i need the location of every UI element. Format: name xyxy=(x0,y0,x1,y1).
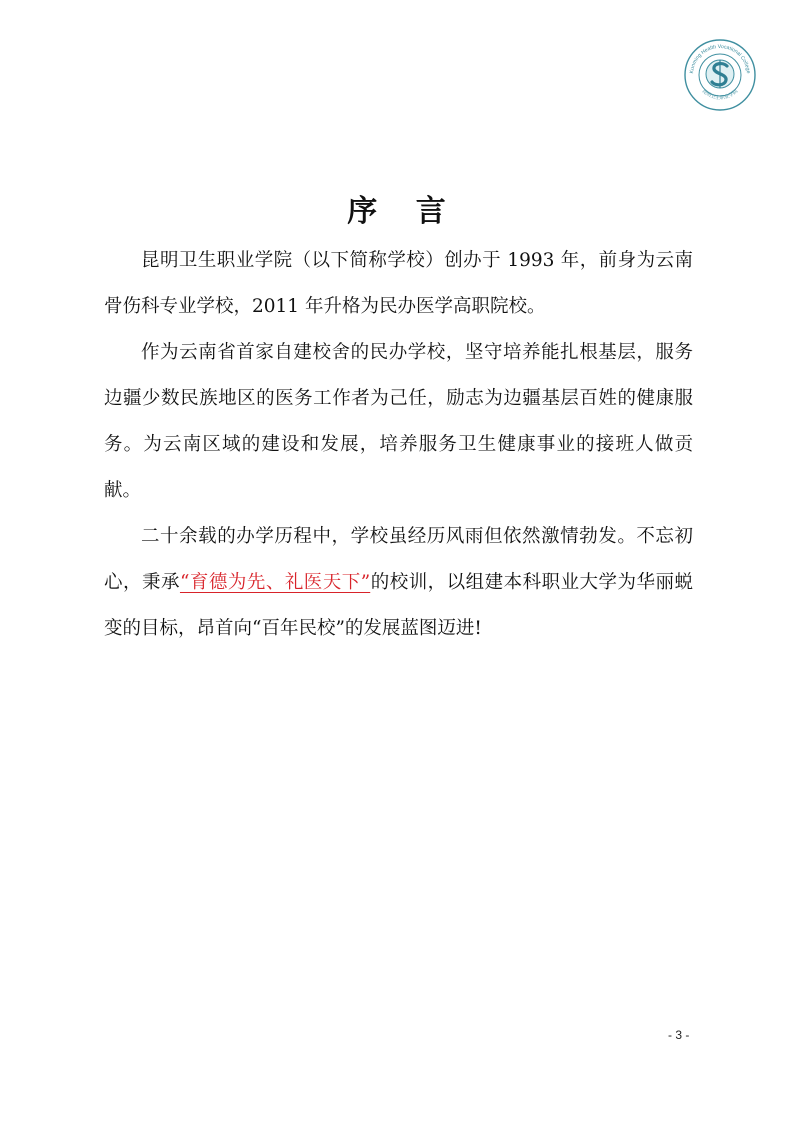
logo-bottom-text: 昆明卫生职业学院 xyxy=(700,88,740,102)
paragraph-3-lead: 二十余载的办学历程中，学校虽经历风雨但依然激情勃发。不忘初心，秉承 xyxy=(104,526,693,593)
page-number: - 3 - xyxy=(668,1028,690,1042)
college-logo xyxy=(683,38,757,112)
school-motto: “育德为先、礼医天下” xyxy=(179,572,371,593)
paragraph-3 xyxy=(104,514,693,652)
logo-ring-text: Kunming Health Vocational College xyxy=(689,43,751,74)
paragraph-3-tail: 的校训，以组建本科职业大学为华丽蜕变的目标，昂首向“百年民校”的发展蓝图迈进! xyxy=(104,572,693,639)
svg-text:昆明卫生职业学院 xyxy=(701,88,740,102)
page-title: 序 言 xyxy=(347,194,460,229)
paragraph-2: 作为云南省首家自建校舍的民办学校，坚守培养能扎根基层，服务边疆少数民族地区的医务工作者为己任，励志为边疆基层百姓的健康服务。为云南区域的建设和发展，培养服务卫生健康事业的接班人做贡献。 xyxy=(104,342,693,501)
college-seal-icon xyxy=(683,38,757,112)
paragraph-1: 昆明卫生职业学院（以下简称学校）创办于 1993 年，前身为云南骨伤科专业学校，2011 年升格为民办医学高职院校。 xyxy=(104,250,693,317)
preface-body xyxy=(104,238,693,652)
